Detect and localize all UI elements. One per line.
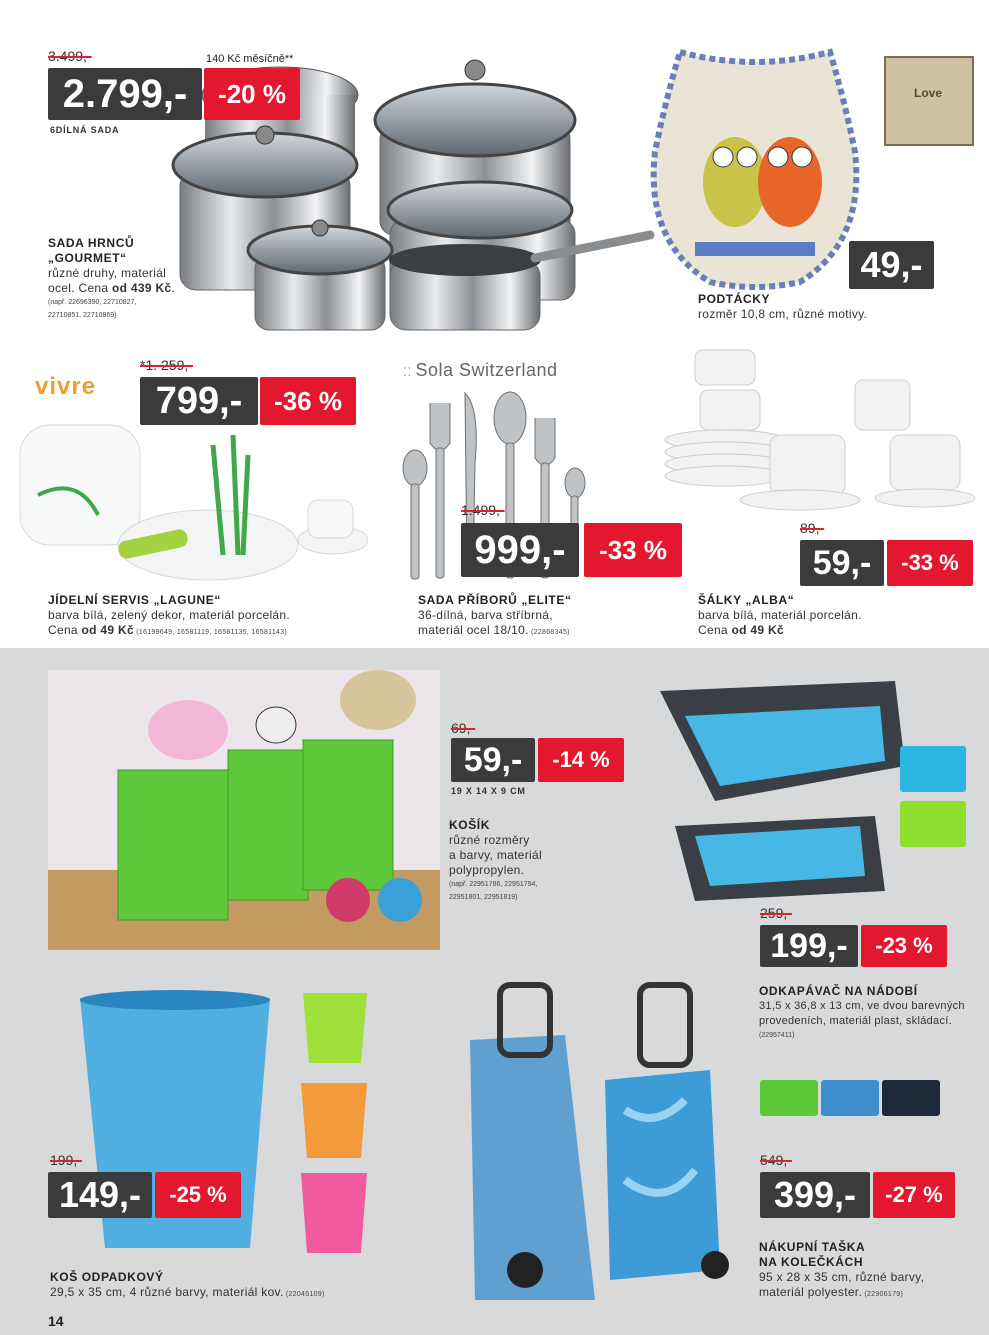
alba-discount: -33 % bbox=[887, 540, 973, 586]
elite-text-block bbox=[418, 593, 658, 639]
podtacky-desc: rozměr 10,8 cm, různé motivy. bbox=[698, 307, 868, 321]
gourmet-codes-line1: (např. 22696390, 22710827, bbox=[48, 299, 137, 306]
kos-desc: 29,5 x 35 cm, 4 různé barvy, materiál kov. (22045109) bbox=[50, 1285, 325, 1299]
kos-old-price: 199,- bbox=[50, 1152, 82, 1168]
odkapavac-codes: (22957411) bbox=[759, 1032, 795, 1039]
kosik-codes-line1: (např. 22951786, 22951794, bbox=[449, 881, 538, 888]
kosik-old-price: 69,- bbox=[451, 720, 476, 736]
alba-desc-line1: barva bílá, materiál porcelán. bbox=[698, 608, 862, 622]
lagune-image bbox=[18, 415, 368, 585]
taska-desc-line2: materiál polyester. (22906179) bbox=[759, 1285, 904, 1299]
taska-discount: -27 % bbox=[873, 1172, 955, 1218]
taska-price: 399,- bbox=[760, 1172, 870, 1218]
kos-price: 149,- bbox=[48, 1172, 152, 1218]
elite-title: SADA PŘÍBORŮ „ELITE“ bbox=[418, 593, 572, 607]
gourmet-desc-line2: ocel. Cena od 439 Kč. bbox=[48, 281, 176, 295]
vivre-logo: vivre bbox=[35, 373, 97, 400]
gourmet-discount: -20 % bbox=[204, 68, 300, 120]
gourmet-set-note: 6DÍLNÁ SADA bbox=[50, 125, 120, 135]
kosik-desc-line1: různé rozměry bbox=[449, 833, 530, 847]
elite-discount: -33 % bbox=[584, 523, 682, 577]
alba-title: ŠÁLKY „ALBA“ bbox=[698, 593, 795, 607]
kosik-desc-line2: a barvy, materiál bbox=[449, 848, 542, 862]
swatch-blue bbox=[821, 1080, 879, 1116]
alba-old-price: 89,- bbox=[800, 520, 825, 536]
lagune-desc-line1: barva bílá, zelený dekor, materiál porcelán. bbox=[48, 608, 290, 622]
gourmet-title-line2: „GOURMET“ bbox=[48, 251, 127, 265]
elite-desc-line1: 36-dílná, barva stříbrná, bbox=[418, 608, 553, 622]
kos-text-block bbox=[50, 1270, 370, 1301]
kos-discount: -25 % bbox=[155, 1172, 241, 1218]
lagune-discount: -36 % bbox=[260, 377, 356, 425]
sola-dots-icon: ⁚⁚ bbox=[403, 365, 416, 379]
kosik-desc-line3: polypropylen. bbox=[449, 863, 525, 877]
odkapavac-text-block bbox=[759, 984, 984, 1042]
podtacky-price: 49,- bbox=[849, 241, 934, 289]
swatch-green bbox=[760, 1080, 818, 1116]
taska-title-line1: NÁKUPNÍ TAŠKA bbox=[759, 1240, 866, 1254]
alba-text-block bbox=[698, 593, 958, 638]
lagune-desc-line2: Cena od 49 Kč (16199649, 16581119, 16581135, 16581143) bbox=[48, 623, 288, 637]
odkapavac-discount: -23 % bbox=[861, 925, 947, 967]
lagune-price: 799,- bbox=[140, 377, 258, 425]
gourmet-codes-line2: 22710851, 22710869) bbox=[48, 312, 117, 319]
taska-old-price: 549,- bbox=[760, 1152, 792, 1168]
kosik-dims: 19 X 14 X 9 CM bbox=[451, 786, 526, 796]
kos-title: KOŠ ODPADKOVÝ bbox=[50, 1270, 164, 1284]
gourmet-installment: 140 Kč měsíčně** bbox=[206, 53, 294, 65]
love-card-image bbox=[884, 56, 974, 146]
kosik-title: KOŠÍK bbox=[449, 818, 491, 832]
gourmet-price: 2.799,- bbox=[48, 68, 202, 120]
shopping-trolley-image bbox=[455, 980, 745, 1310]
odkapavac-price: 199,- bbox=[760, 925, 858, 967]
kosik-codes-line2: 22951801, 22951819) bbox=[449, 894, 518, 901]
kosik-price: 59,- bbox=[451, 738, 535, 782]
lagune-text-block bbox=[48, 593, 378, 639]
basket-photo bbox=[48, 670, 440, 950]
odkapavac-title: ODKAPÁVAČ NA NÁDOBÍ bbox=[759, 984, 918, 998]
elite-price: 999,- bbox=[461, 523, 579, 577]
alba-desc-line2: Cena od 49 Kč bbox=[698, 623, 784, 637]
gourmet-title-line1: SADA HRNCŮ bbox=[48, 236, 135, 250]
taska-title-line2: NA KOLEČKÁCH bbox=[759, 1255, 864, 1269]
podtacky-title: PODTÁCKY bbox=[698, 292, 771, 306]
love-card-text: Love bbox=[914, 86, 943, 100]
alba-price: 59,- bbox=[800, 540, 884, 586]
podtacky-text-block bbox=[698, 292, 867, 322]
odkapavac-desc-line1: 31,5 x 36,8 x 13 cm, ve dvou barevných bbox=[759, 1000, 965, 1012]
gourmet-old-price: 3.499,- bbox=[48, 48, 92, 64]
kosik-discount: -14 % bbox=[538, 738, 624, 782]
cups-image bbox=[660, 340, 980, 520]
page-number: 14 bbox=[48, 1313, 64, 1329]
sola-logo: ⁚⁚ Sola Switzerland bbox=[403, 360, 558, 380]
owl-coaster-image bbox=[640, 42, 870, 292]
lagune-old-price: *1. 259,- bbox=[140, 357, 193, 373]
elite-desc-line2: materiál ocel 18/10. (22868345) bbox=[418, 623, 570, 637]
gourmet-desc-line1: různé druhy, materiál bbox=[48, 266, 167, 280]
elite-old-price: 1.499,- bbox=[461, 502, 505, 518]
odkapavac-old-price: 259,- bbox=[760, 905, 792, 921]
taska-text-block bbox=[759, 1240, 984, 1301]
lagune-title: JÍDELNÍ SERVIS „LAGUNE“ bbox=[48, 593, 221, 607]
gourmet-text-block bbox=[48, 236, 238, 322]
odkapavac-desc-line2: provedeních, materiál plast, skládací. bbox=[759, 1015, 952, 1027]
dish-rack-image bbox=[655, 676, 975, 906]
taska-desc-line1: 95 x 28 x 35 cm, různé barvy, bbox=[759, 1270, 925, 1284]
kosik-text-block bbox=[449, 818, 589, 904]
swatch-navy bbox=[882, 1080, 940, 1116]
color-swatches bbox=[760, 1080, 940, 1116]
